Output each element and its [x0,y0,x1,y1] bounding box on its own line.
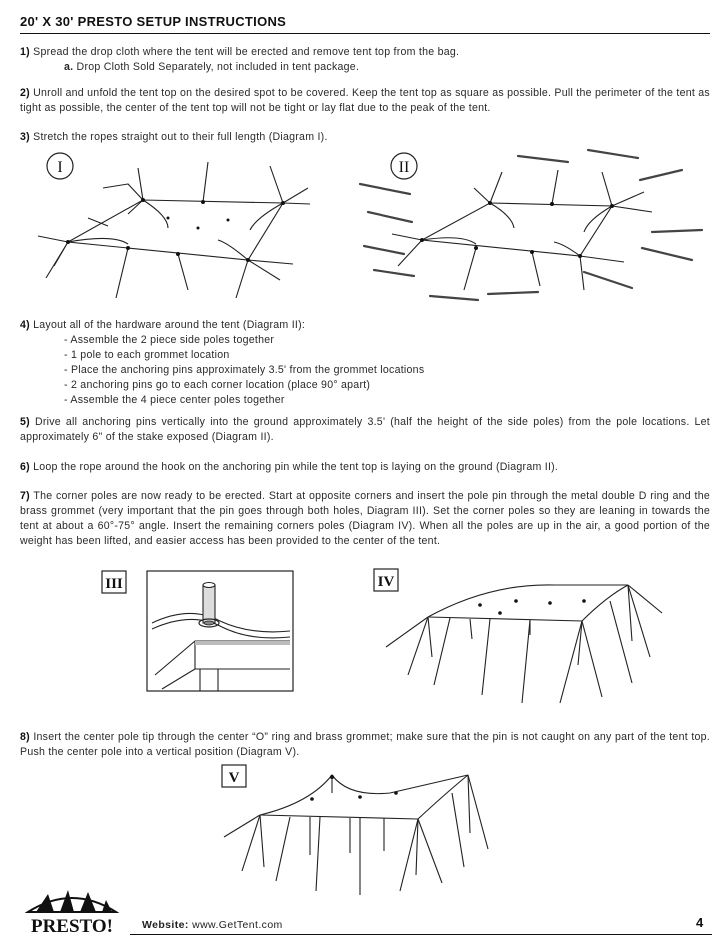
step-4-item: - 2 anchoring pins go to each corner location (place 90° apart) [64,379,371,391]
step-text: Layout all of the hardware around the tent (Diagram II): [33,319,306,331]
sub-text: Drop Cloth Sold Separately, not included in tent package. [76,61,360,73]
step-number: 7) [20,490,30,502]
diagram-label: III [105,576,123,592]
diagram-5-center-pole-up [220,763,490,903]
diagram-label: IV [377,574,395,590]
step-number: 1) [20,46,30,58]
step-number: 2) [20,87,30,99]
diagram-1-ropes-stretched [18,148,318,308]
step-number: 5) [20,416,30,428]
step-number: 4) [20,319,30,331]
page-number: 4 [696,915,704,930]
step-text: Loop the rope around the hook on the anchoring pin while the tent top is laying on the ground (Diagram II). [33,461,559,473]
step-1 [20,45,710,75]
sub-label: a. [64,61,74,73]
diagram-label: V [228,770,240,786]
step-4-item: - Assemble the 2 piece side poles together [64,334,275,346]
step-text: Insert the center pole tip through the center “O” ring and brass grommet; make sure that the pin is not caught on any part of the tent top. Push the center pole into a vertical position (Diagram V). [20,731,710,758]
step-6 [20,460,710,475]
diagram-4-corner-poles-up [370,565,670,715]
diagram-2-hardware-layout [352,148,712,308]
diagram-label: I [57,159,63,176]
website-url[interactable]: www.GetTent.com [192,919,283,931]
step-8 [20,730,710,760]
step-4-item: - Place the anchoring pins approximately 3.5' from the grommet locations [64,364,425,376]
presto-logo [18,886,126,936]
footer-website [142,919,283,931]
step-text: Unroll and unfold the tent top on the desired spot to be covered. Keep the tent top as square as possible. Pull the perimeter of the tent as tight as possible, the center of the tent top will not be tight or lay flat due to the peak of the tent. [20,87,710,114]
step-4-item: - Assemble the 4 piece center poles together [64,394,285,406]
footer-rule [130,934,712,935]
page-title: 20' X 30' PRESTO SETUP INSTRUCTIONS [20,14,287,29]
diagram-label: II [398,159,410,176]
step-text: Drive all anchoring pins vertically into the ground approximately 3.5' (half the height of the side poles) from the pole locations. Let approximately 6" of the stake exposed (Diagram II). [20,416,710,443]
step-7 [20,489,710,549]
step-2 [20,86,710,116]
website-label: Website: [142,919,189,931]
step-4-item: - 1 pole to each grommet location [64,349,230,361]
step-text: The corner poles are now ready to be erected. Start at opposite corners and insert the pole pin through the metal double D ring and the brass grommet (very important that the pin goes through both holes, Diagram III). Set the corner poles so they are leaning in towards the tent at about a 60°-75° angle. Insert the remaining corners poles (Diagram IV). When all the poles are up in the air, a good portion of the weight has been lifted, and easier access has been provided to the center of the tent. [20,490,710,547]
step-1-sub [20,60,710,75]
step-number: 6) [20,461,30,473]
step-3 [20,130,710,145]
step-text: Spread the drop cloth where the tent will be erected and remove tent top from the bag. [33,46,460,58]
step-5 [20,415,710,445]
step-number: 8) [20,731,30,743]
logo-text: PRESTO! [30,916,114,936]
step-4 [20,318,710,408]
step-text: Stretch the ropes straight out to their full length (Diagram I). [33,131,328,143]
diagram-3-pole-pin-detail [100,565,300,695]
step-number: 3) [20,131,30,143]
title-rule [20,33,710,34]
